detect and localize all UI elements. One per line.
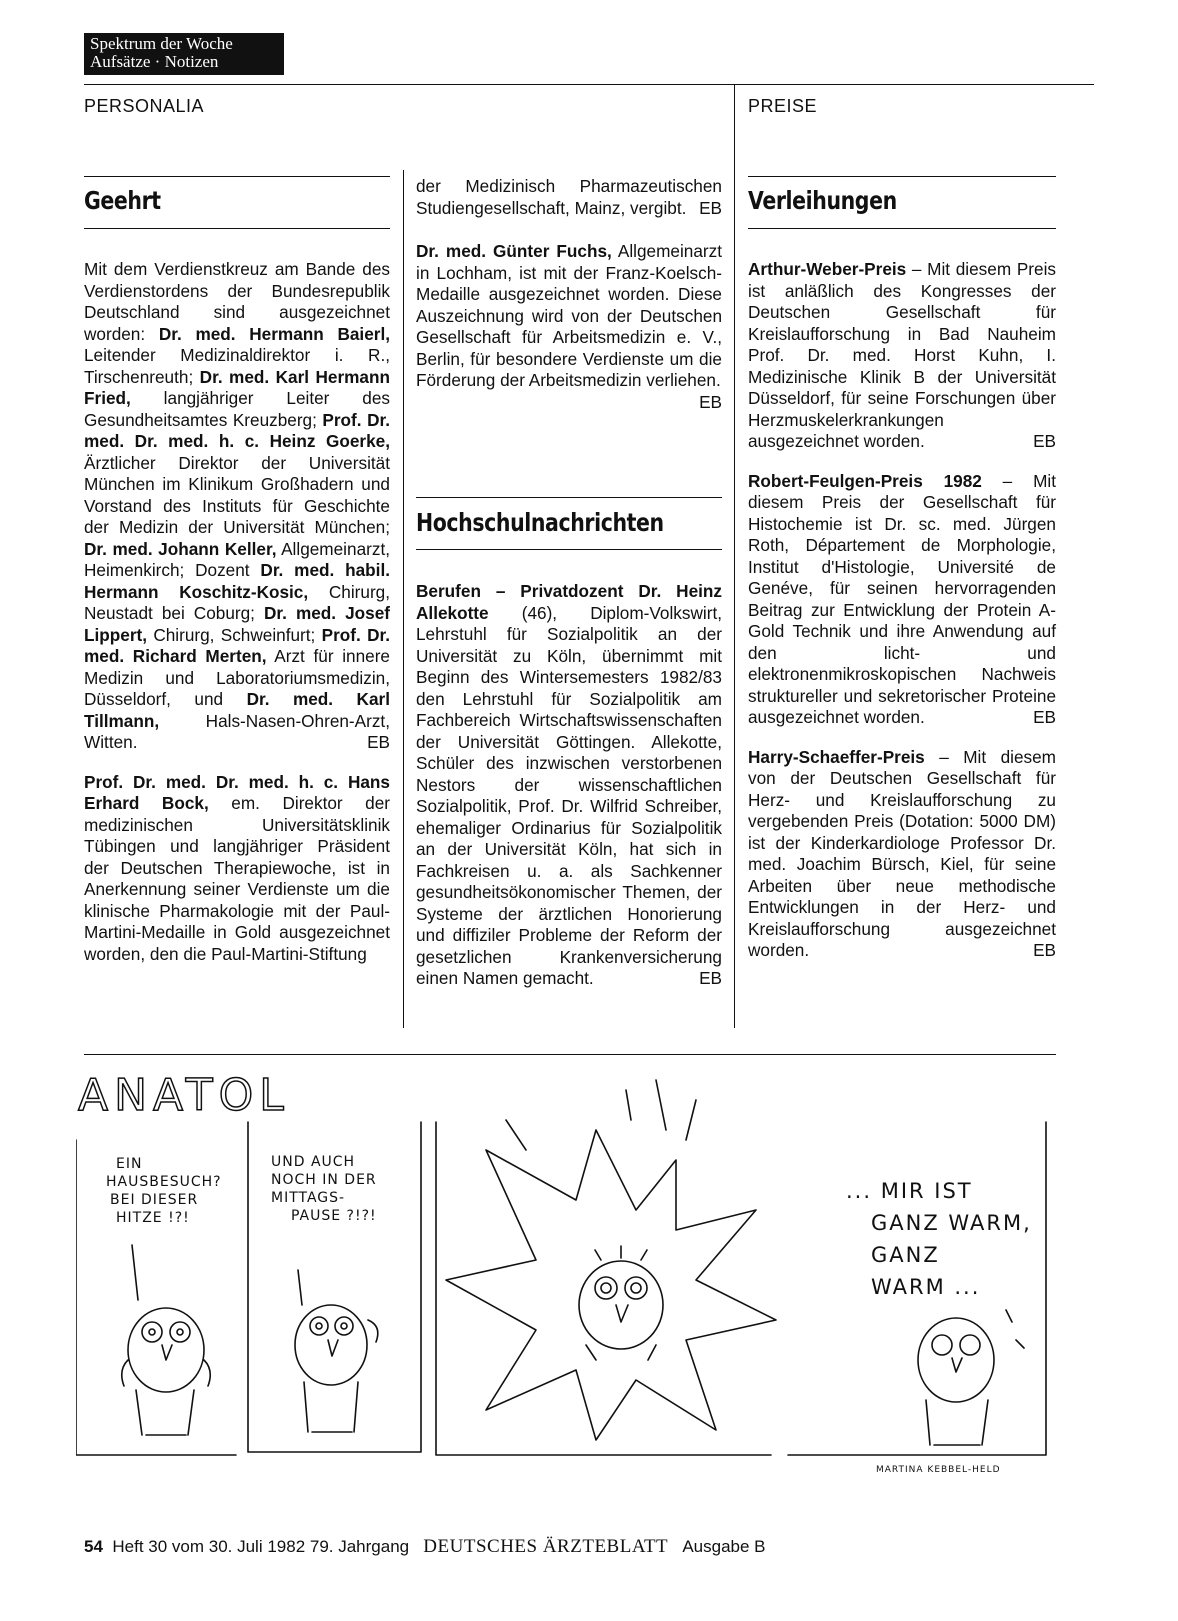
column-divider-2 xyxy=(734,84,735,1028)
masthead: DEUTSCHES ÄRZTEBLATT xyxy=(423,1536,669,1557)
article-harry-schaeffer xyxy=(748,747,1056,962)
section-tag xyxy=(84,33,284,75)
top-rule xyxy=(84,84,1094,85)
edition: Ausgabe B xyxy=(682,1537,766,1556)
text-run: Arzt für innere Medizin und Laboratoriumsmedizin, Düsseldorf, und xyxy=(84,646,390,709)
section-tag-line-1: Spektrum der Woche xyxy=(90,34,233,53)
bold-name: Berufen – Privatdozent Dr. Heinz Allekotte xyxy=(416,581,722,623)
cartoon-rule xyxy=(84,1054,1056,1055)
panel-4-text-line: GANZ xyxy=(871,1243,940,1267)
owl-drawing-4 xyxy=(918,1310,1024,1445)
panel-2-text-line: PAUSE ?!?! xyxy=(291,1208,377,1224)
bold-name: Harry-Schaeffer-Preis xyxy=(748,746,925,767)
text-run: Leitender Medizinaldirektor i. R., Tirschenreuth; xyxy=(84,345,390,387)
bold-name: Arthur-Weber-Preis xyxy=(748,259,907,279)
article-fuchs xyxy=(416,241,722,412)
text-run: em. Direktor der medizinischen Universitätsklinik Tübingen und langjähriger Präsident der Deutschen Therapiewoche, ist in Anerkennung seiner Verdienste um die klinische Pharmakologie mit der Paul-Martini-Medaille in Gold ausgezeichnet worden, den die Paul-Martini-Stiftung xyxy=(84,793,391,964)
heading-rule-bottom xyxy=(416,549,722,550)
text-run: der Medizinisch Pharmazeutischen Studiengesellschaft, Mainz, vergibt. xyxy=(416,176,722,218)
page-footer xyxy=(84,1536,766,1558)
panel-1-text-line: BEI DIESER xyxy=(110,1192,199,1208)
heading-rule-bottom xyxy=(84,228,390,229)
article-robert-feulgen xyxy=(748,471,1056,729)
text-run: – Mit diesem Preis der Gesellschaft für Histochemie ist Dr. sc. med. Jürgen Roth, Département de Morphologie, Institut d'Histologie, Université de Genéve, für seinen hervorragenden Beitrag zur Entwicklung der Protein A-Gold Technik und ihre Anwendung auf den licht- und elektronenmikroskopischen Nachweis struktureller und sekretorischer Proteine ausgezeichnet worden. xyxy=(748,470,1056,727)
column-2-text-top xyxy=(416,176,722,413)
column-1-text xyxy=(84,259,390,983)
column-divider-1 xyxy=(403,170,404,1028)
column-3-text xyxy=(748,259,1056,980)
bold-name: Dr. med. Josef Lippert, xyxy=(84,603,390,645)
text-run: (46), Diplom-Volkswirt, Lehrstuhl für Sozialpolitik an der Universität zu Köln, übernimmt mit Beginn des Wintersemesters 1982/83 den Lehrstuhl für Sozialpolitik am Fachbereich Wirtschaftswissenschaften der Universität Göttingen. Allekotte, Schüler des inzwischen verstorbenen Nestors der wissenschaftlichen Sozialpolitik, Prof. Dr. Wilfrid Schreiber, ehemaliger Ordinarius für Sozialpolitik an der Universität Köln, hat sich in Fachkreisen u. a. als Sachkenner gesundheitsökonomischer Themen, der Systeme der ärztlichen Honorierung und diffiziler Probleme der Reform der gesetzlichen Krankenversicherung einen Namen gemacht. xyxy=(416,602,722,988)
author-initials: EB xyxy=(367,732,390,752)
bold-name: Dr. med. Johann Keller, xyxy=(84,538,277,559)
author-initials: EB xyxy=(699,968,722,988)
text-run: – Mit diesem von der Deutschen Gesellschaft für Herz- und Kreislaufforschung zu vergebenden Preis (Dotation: 5000 DM) ist der Kinderkardiologe Professor Dr. med. Joachim Bürsch, Kiel, für seine Arbeiten über neue methodische Entwicklungen in der Herz- und Kreislaufforschung ausgezeichnet worden. xyxy=(748,746,1056,960)
cartoon-signature: MARTINA KEBBEL-HELD xyxy=(876,1465,1001,1475)
heading-hochschulnachrichten: Hochschulnachrichten xyxy=(416,508,664,537)
heading-rule-top xyxy=(416,497,722,498)
bold-name: Dr. med. Karl Tillmann, xyxy=(84,689,390,731)
author-initials: EB xyxy=(1033,707,1056,727)
text-run: Allgemeinarzt in Lochham, ist mit der Franz-Koelsch-Medaille ausgezeichnet worden. Diese Auszeichnung wird von der Deutschen Gesellschaft für Arbeitsmedizin e. V., Berlin, für besondere Verdienste um die Förderung der Arbeitsmedizin verliehen. xyxy=(416,241,722,390)
column-2-text-bottom xyxy=(416,581,722,1008)
panel-1-text-line: HAUSBESUCH? xyxy=(106,1174,222,1190)
owl-drawing-3 xyxy=(579,1246,663,1360)
text-run: Ärztlicher Direktor der Universität München im Klinikum Großhadern und Vorstand des Instituts für Geschichte der Medizin der Universität München; xyxy=(84,452,390,537)
bold-name: Prof. Dr. med. Dr. med. h. c. Hans Erhard Bock, xyxy=(84,771,390,813)
bold-name: Robert-Feulgen-Preis 1982 xyxy=(748,470,982,491)
text-run: – Mit diesem Preis ist anläßlich des Kongresses der Deutschen Gesellschaft für Kreislaufforschung in Bad Nauheim Prof. Dr. med. Horst Kuhn, I. Medizinische Klinik B der Universität Düsseldorf, für seine Forschungen über Herzmuskelerkrankungen ausgezeichnet worden. xyxy=(748,259,1056,451)
article-continuation xyxy=(416,176,722,219)
article-bock xyxy=(84,772,390,966)
author-initials: EB xyxy=(1033,940,1056,960)
panel-4-text-line: ... MIR IST xyxy=(846,1179,973,1203)
anatol-cartoon xyxy=(76,1060,1076,1480)
bold-name: Prof. Dr. med. Richard Merten, xyxy=(84,624,390,666)
text-run: Allgemeinarzt, Heimenkirch; Dozent xyxy=(84,538,390,580)
article-allekotte xyxy=(416,581,722,990)
panel-1-text-line: EIN xyxy=(116,1156,143,1172)
panel-4-text-line: WARM ... xyxy=(871,1275,981,1299)
bold-name: Dr. med. Hermann Baierl, xyxy=(158,323,390,344)
section-tag-line-2: Aufsätze · Notizen xyxy=(90,52,219,71)
bold-name: Dr. med. habil. Hermann Koschitz-Kosic, xyxy=(84,560,390,602)
page-number: 54 xyxy=(84,1537,103,1556)
article-arthur-weber xyxy=(748,259,1056,453)
heading-geehrt: Geehrt xyxy=(84,186,161,215)
heading-rule-top xyxy=(84,176,390,177)
bold-name: Prof. Dr. med. Dr. med. h. c. Heinz Goerke, xyxy=(84,409,390,451)
text-run: Chirurg, Neustadt bei Coburg; xyxy=(84,581,391,623)
article-geehrt-1 xyxy=(84,259,390,754)
heading-rule-bottom xyxy=(748,228,1056,229)
panel-2-text-line: UND AUCH xyxy=(271,1154,356,1170)
heading-verleihungen: Verleihungen xyxy=(748,186,897,215)
bold-name: Dr. med. Günter Fuchs, xyxy=(416,241,612,261)
panel-1-text-line: HITZE !?! xyxy=(116,1210,190,1226)
text-run: Chirurg, Schweinfurt; xyxy=(147,624,322,645)
heading-rule-top xyxy=(748,176,1056,177)
owl-drawing-1 xyxy=(122,1308,211,1435)
text-run: langjähriger Leiter des Gesundheitsamtes Kreuzberg; xyxy=(84,388,390,430)
panel-4-text-line: GANZ WARM, xyxy=(871,1211,1032,1235)
panel-3-frame xyxy=(436,1122,771,1455)
owl-drawing-2 xyxy=(295,1305,378,1432)
section-label-preise: PREISE xyxy=(748,96,818,116)
cartoon-title: ANATOL xyxy=(78,1070,290,1121)
author-initials: EB xyxy=(699,391,722,412)
panel-2-text-line: MITTAGS- xyxy=(271,1190,346,1206)
text-run: Mit dem Verdienstkreuz am Bande des Verdienstordens der Bundesrepublik Deutschland sind ausgezeichnet worden: xyxy=(84,259,390,344)
panel-2-text-line: NOCH IN DER xyxy=(271,1172,377,1188)
bold-name: Dr. med. Karl Hermann Fried, xyxy=(84,366,390,408)
section-label-personalia: PERSONALIA xyxy=(84,96,205,116)
author-initials: EB xyxy=(699,197,722,218)
author-initials: EB xyxy=(1033,431,1056,451)
issue-info: Heft 30 vom 30. Juli 1982 79. Jahrgang xyxy=(112,1537,410,1556)
text-run: Hals-Nasen-Ohren-Arzt, Witten. xyxy=(84,710,390,752)
